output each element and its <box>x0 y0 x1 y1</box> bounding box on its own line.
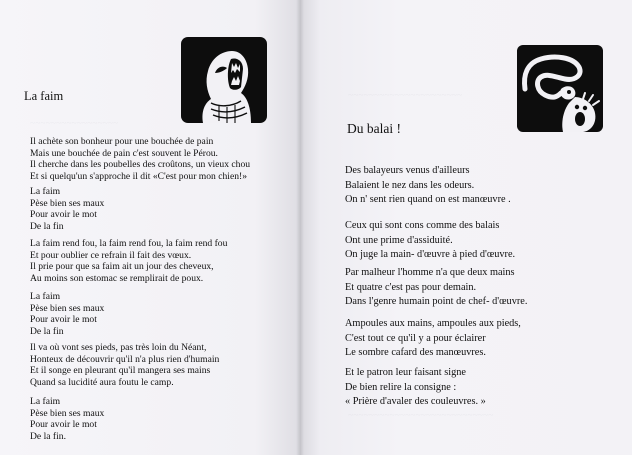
verse-line: Balaient le nez dans les odeurs. <box>345 179 475 191</box>
verse-line: La faim rend fou, la faim rend fou, la faim rend fou <box>30 238 228 249</box>
right-stanza-2 <box>345 219 515 263</box>
left-poem-title: La faim <box>24 89 64 103</box>
verse-line: Dans l'genre humain point de chef- d'œuvre. <box>345 296 528 308</box>
verse-line: Il cherche dans les poubelles des croûtons, un vieux chou <box>30 159 251 171</box>
verse-line: Et si quelqu'un s'approche il dit «C'est pour mon chien!» <box>30 171 248 183</box>
right-stanza-4 <box>345 317 521 361</box>
verse-line: De la fin <box>30 221 64 233</box>
right-page <box>300 0 632 455</box>
verse-line: De bien relire la consigne : <box>345 381 457 393</box>
verse-line: Et pour oublier ce refrain il fait des vœux. <box>30 249 192 261</box>
verse-line: Ceux qui sont cons comme des balais <box>345 220 500 231</box>
verse-line: Quand sa lucidité aura foutu le camp. <box>30 377 174 389</box>
book-gutter <box>296 0 304 455</box>
left-stanza-1 <box>30 136 250 183</box>
verse-line: Par malheur l'homme n'a que deux mains <box>345 267 515 278</box>
left-refrain-2 <box>30 291 104 338</box>
verse-line: La faim <box>30 291 61 302</box>
snake-and-screaming-face-illustration <box>517 45 603 132</box>
verse-line: Pour avoir le mot <box>30 209 97 221</box>
verse-line: On n' sent rien quand on est manœuvre . <box>345 194 511 206</box>
verse-line: « Prière d'avaler des couleuvres. » <box>345 396 486 408</box>
verse-line: Il achète son bonheur pour une bouchée de pain <box>30 136 214 147</box>
left-refrain-3 <box>30 396 104 443</box>
verse-line: Ampoules aux mains, ampoules aux pieds, <box>345 318 521 329</box>
right-stanza-1 <box>345 164 511 208</box>
verse-line: Mais une bouchée de pain c'est souvent le Pérou. <box>30 147 218 159</box>
verse-line: De la fin. <box>30 431 66 443</box>
verse-line: Ont une prime d'assiduité. <box>345 234 453 246</box>
verse-line: La faim <box>30 186 61 197</box>
verse-line: La faim <box>30 396 61 407</box>
verse-line: Le sombre cafard des manœuvres. <box>345 347 486 359</box>
verse-line: Il va où vont ses pieds, pas très loin du Néant, <box>30 342 207 353</box>
show-through-text: ~~~~~~~~~~~~~~~~~ <box>30 118 119 129</box>
verse-line: Pèse bien ses maux <box>30 407 105 419</box>
show-through-text: ~~~~~~~~~~~~~~~~~~~~~~ <box>348 90 463 101</box>
right-poem-title: Du balai ! <box>347 121 401 136</box>
verse-line: De la fin <box>30 326 64 338</box>
verse-line: Et quatre c'est pas pour demain. <box>345 281 477 293</box>
verse-line: Au moins son estomac se remplirait de poux. <box>30 273 204 285</box>
verse-line: Honteux de découvrir qu'il n'a plus rien d'humain <box>30 353 220 365</box>
show-through-text: ~~~~~~~~~~~~~~~~~~~~~~~~~~~~ <box>348 410 494 421</box>
left-page <box>0 0 300 455</box>
right-stanza-3 <box>345 266 527 310</box>
left-refrain-1 <box>30 186 104 233</box>
verse-line: Pour avoir le mot <box>30 314 97 326</box>
verse-line: Il prie pour que sa faim ait un jour des cheveux, <box>30 261 214 273</box>
verse-line: C'est tout ce qu'il y a pour éclairer <box>345 332 486 344</box>
verse-line: Et le patron leur faisant signe <box>345 367 466 378</box>
left-stanza-3 <box>30 342 219 389</box>
verse-line: Pèse bien ses maux <box>30 197 105 209</box>
verse-line: Des balayeurs venus d'ailleurs <box>345 165 470 176</box>
right-stanza-5 <box>345 366 486 410</box>
verse-line: Pour avoir le mot <box>30 419 97 431</box>
verse-line: On juge la main- d'œuvre à pied d'œuvre. <box>345 249 516 261</box>
left-stanza-2 <box>30 238 227 285</box>
verse-line: Pèse bien ses maux <box>30 302 105 314</box>
hunger-face-illustration <box>181 37 267 123</box>
verse-line: Et il songe en pleurant qu'il mangera ses mains <box>30 365 211 377</box>
